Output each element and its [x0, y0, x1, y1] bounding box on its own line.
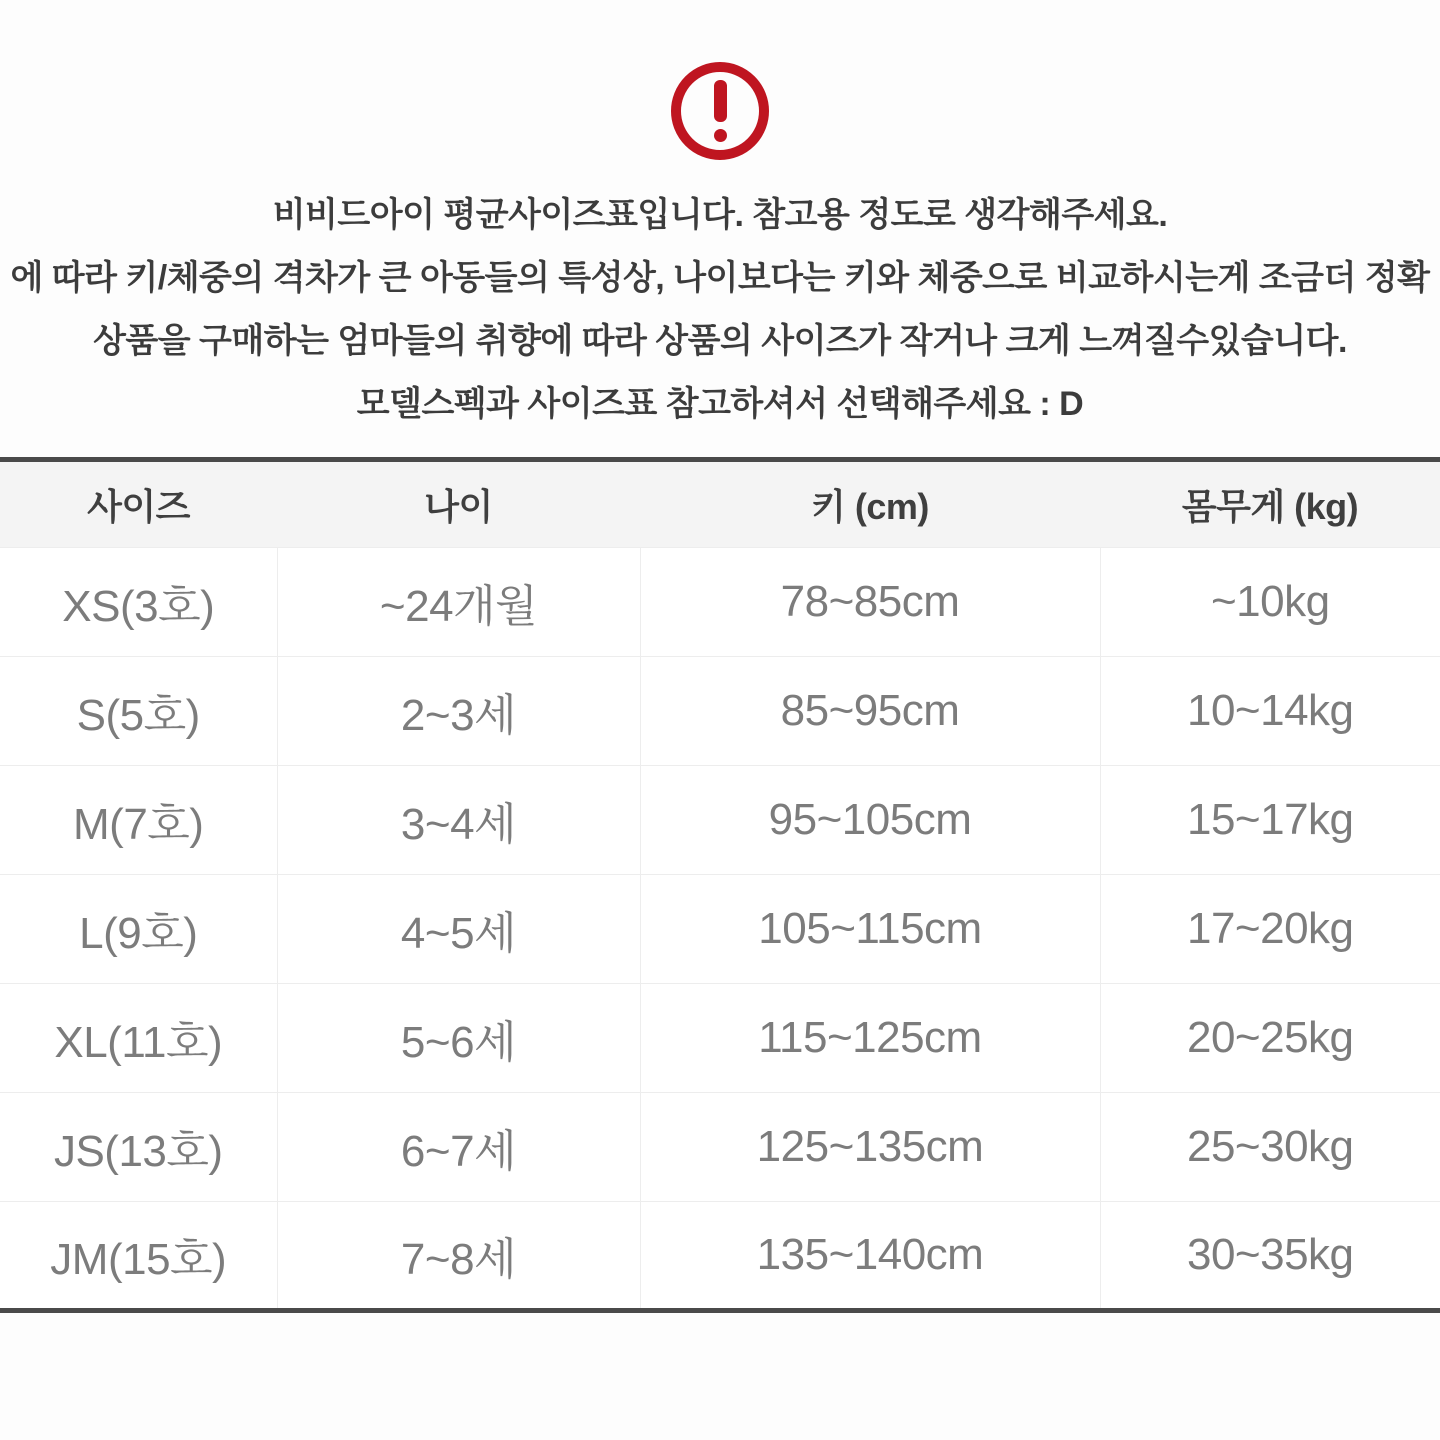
- weight-cell: 20~25kg: [1100, 984, 1440, 1093]
- header-row: [0, 460, 1440, 548]
- size-table: [0, 457, 1440, 1313]
- height-cell: 78~85cm: [640, 548, 1100, 657]
- size-table-body: [0, 548, 1440, 1311]
- weight-cell: 15~17kg: [1100, 766, 1440, 875]
- table-row: [0, 875, 1440, 984]
- notice-line-3: 상품을 구매하는 엄마들의 취향에 따라 상품의 사이즈가 작거나 크게 느껴질수있습니다.: [93, 322, 1347, 360]
- exclamation-bar: [714, 80, 727, 122]
- exclamation-circle-icon: [671, 62, 769, 160]
- header-age: 나이: [277, 460, 640, 548]
- notice-icon-wrap: [0, 0, 1440, 160]
- size-cell: S(5호): [0, 657, 277, 766]
- weight-cell: ~10kg: [1100, 548, 1440, 657]
- size-table-header: [0, 460, 1440, 548]
- table-row: [0, 548, 1440, 657]
- height-cell: 115~125cm: [640, 984, 1100, 1093]
- exclamation-dot: [714, 129, 727, 142]
- size-cell: L(9호): [0, 875, 277, 984]
- header-weight: 몸무게 (kg): [1100, 460, 1440, 548]
- notice-text-block: [0, 184, 1440, 436]
- height-cell: 135~140cm: [640, 1202, 1100, 1311]
- table-row: [0, 766, 1440, 875]
- size-cell: XL(11호): [0, 984, 277, 1093]
- size-cell: XS(3호): [0, 548, 277, 657]
- age-cell: 5~6세: [277, 984, 640, 1093]
- notice-line-1: 비비드아이 평균사이즈표입니다. 참고용 정도로 생각해주세요.: [272, 196, 1168, 234]
- notice-line-2: 에 따라 키/체중의 격차가 큰 아동들의 특성상, 나이보다는 키와 체중으로 비교하시는게 조금더 정확: [10, 259, 1430, 297]
- table-row: [0, 1093, 1440, 1202]
- notice-line-4: 모델스펙과 사이즈표 참고하셔서 선택해주세요 : D: [356, 385, 1084, 423]
- table-row: [0, 657, 1440, 766]
- table-row: [0, 1202, 1440, 1311]
- age-cell: 6~7세: [277, 1093, 640, 1202]
- header-height: 키 (cm): [640, 460, 1100, 548]
- weight-cell: 25~30kg: [1100, 1093, 1440, 1202]
- age-cell: ~24개월: [277, 548, 640, 657]
- age-cell: 7~8세: [277, 1202, 640, 1311]
- weight-cell: 30~35kg: [1100, 1202, 1440, 1311]
- size-cell: M(7호): [0, 766, 277, 875]
- age-cell: 2~3세: [277, 657, 640, 766]
- height-cell: 125~135cm: [640, 1093, 1100, 1202]
- weight-cell: 17~20kg: [1100, 875, 1440, 984]
- weight-cell: 10~14kg: [1100, 657, 1440, 766]
- age-cell: 4~5세: [277, 875, 640, 984]
- height-cell: 85~95cm: [640, 657, 1100, 766]
- size-cell: JM(15호): [0, 1202, 277, 1311]
- size-cell: JS(13호): [0, 1093, 277, 1202]
- height-cell: 95~105cm: [640, 766, 1100, 875]
- table-row: [0, 984, 1440, 1093]
- height-cell: 105~115cm: [640, 875, 1100, 984]
- header-size: 사이즈: [0, 460, 277, 548]
- age-cell: 3~4세: [277, 766, 640, 875]
